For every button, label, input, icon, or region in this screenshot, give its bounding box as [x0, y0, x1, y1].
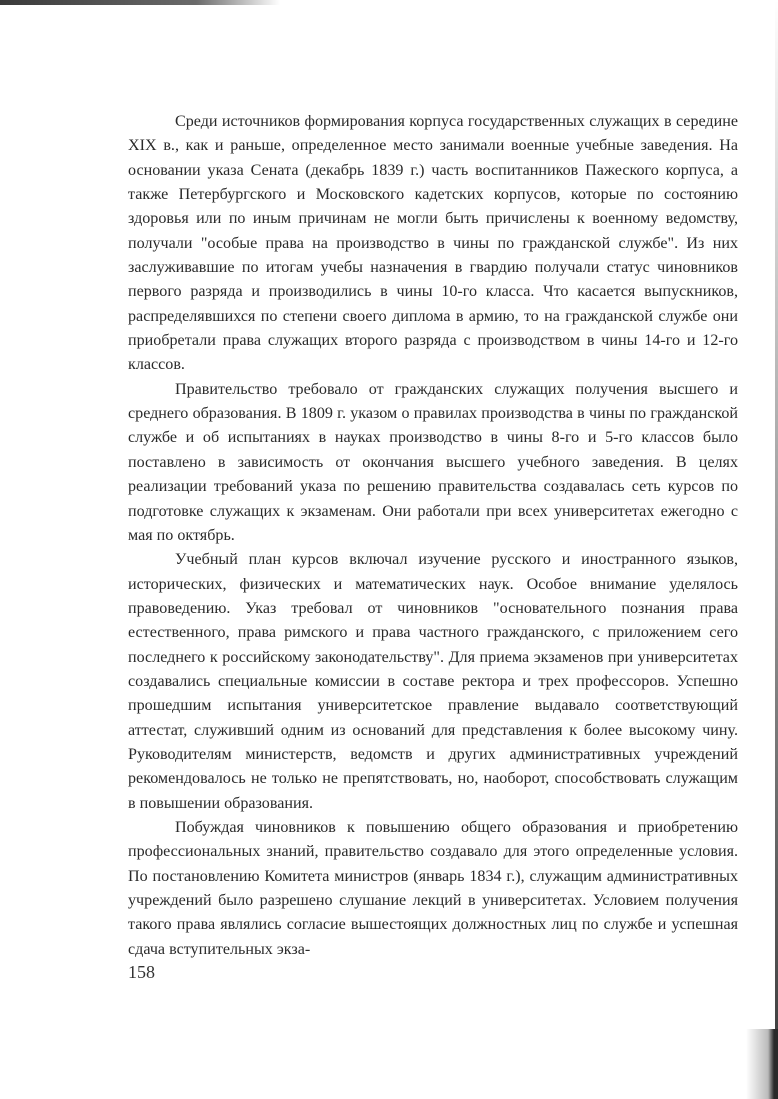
paragraph-4: Побуждая чиновников к повышению общего образования и приобретению профессиональных знаний, правительство создавало для этого определенные условия. По постановлению Комитета министров (январь 1834 г.), служащим административных учреждений было разрешено слушание лекций в университетах. Условием получения такого права являлись согласие вышестоящих должностных лиц по службе и успешная сдача вступительных экза-	[128, 818, 738, 958]
scan-corner-shadow	[746, 1029, 778, 1099]
paragraph-3: Учебный план курсов включал изучение русского и иностранного языков, исторических, физических и математических наук. Особое внимание уделялось правоведению. Указ требовал от чиновников "основательного познания права естественного, права римского и права частного гражданского, с приложением сего последнего к российскому законодательству". Для приема экзаменов при университетах создавались специальные комиссии в составе ректора и трех профессоров. Успешно прошедшим испытания университетское правление выдавало соответствующий аттестат, служивший одним из оснований для представления к более высокому чину. Руководителям министерств, ведомств и других административных учреждений рекомендовалось не только не препятствовать, но, наоборот, способствовать служащим в повышении образования.	[128, 551, 738, 812]
page-number: 158	[128, 962, 155, 982]
paragraph-1: Среди источников формирования корпуса государственных служащих в середине XIX в., как и раньше, определенное место занимали военные учебные заведения. На основании указа Сената (декабрь 1839 г.) часть воспитанников Пажеского корпуса, а также Петербургского и Московского кадетских корпусов, которые по состоянию здоровья или по иным причинам не могли быть причислены к военному ведомству, получали "особые права на производство в чины по гражданской службе". Из них заслуживавшие по итогам учебы назначения в гвардию получали статус чиновников первого разряда и производились в чины 10-го класса. Что касается выпускников, распределявшихся по степени своего диплома в армию, то на гражданской службе они приобретали права служащих второго разряда с производством в чины 14-го и 12-го классов.	[128, 113, 738, 374]
page-body-text	[128, 110, 738, 962]
scan-edge-top	[0, 0, 280, 5]
paragraph-2: Правительство требовало от гражданских служащих получения высшего и среднего образования. В 1809 г. указом о правилах производства в чины по гражданской службе и об испытаниях в науках производство в чины 8-го и 5-го классов было поставлено в зависимость от окончания высшего учебного заведения. В целях реализации требований указа по решению правительства создавалась сеть курсов по подготовке служащих к экзаменам. Они работали при всех университетах ежегодно с мая по октябрь.	[128, 380, 738, 544]
